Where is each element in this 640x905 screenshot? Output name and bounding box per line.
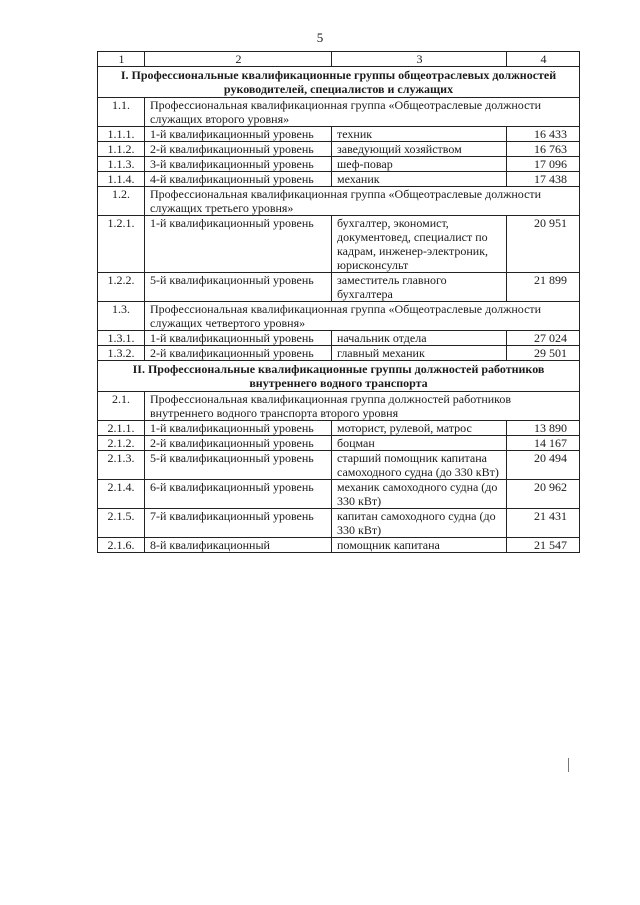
column-header: 1	[98, 52, 145, 67]
group-row	[98, 392, 580, 421]
table-row	[98, 157, 580, 172]
qualification-level: 1-й квалификационный уровень	[145, 127, 332, 142]
salary-value: 20 951	[507, 216, 580, 273]
qualification-level: 1-й квалификационный уровень	[145, 421, 332, 436]
qualification-level: 3-й квалификационный уровень	[145, 157, 332, 172]
section-heading: II. Профессиональные квалификационные группы должностей работников внутреннего водного транспорта	[98, 361, 580, 392]
row-number: 2.1.4.	[98, 480, 145, 509]
salary-value: 21 547	[507, 538, 580, 553]
table-row	[98, 509, 580, 538]
row-number: 1.1.1.	[98, 127, 145, 142]
group-title: Профессиональная квалификационная группа «Общеотраслевые должности служащих четвертого уровня»	[145, 302, 580, 331]
table-row	[98, 346, 580, 361]
salary-value: 13 890	[507, 421, 580, 436]
position-name: помощник капитана	[332, 538, 507, 553]
group-title: Профессиональная квалификационная группа «Общеотраслевые должности служащих второго уровня»	[145, 98, 580, 127]
salary-value: 16 763	[507, 142, 580, 157]
margin-mark	[568, 758, 569, 772]
column-header: 3	[332, 52, 507, 67]
table-row	[98, 436, 580, 451]
position-name: шеф-повар	[332, 157, 507, 172]
table-row	[98, 172, 580, 187]
salary-value: 21 899	[507, 273, 580, 302]
position-name: капитан самоходного судна (до 330 кВт)	[332, 509, 507, 538]
salary-value: 29 501	[507, 346, 580, 361]
row-number: 1.3.1.	[98, 331, 145, 346]
group-title: Профессиональная квалификационная группа «Общеотраслевые должности служащих третьего уровня»	[145, 187, 580, 216]
table-row	[98, 421, 580, 436]
position-name: заведующий хозяйством	[332, 142, 507, 157]
salary-value: 14 167	[507, 436, 580, 451]
qualification-level: 2-й квалификационный уровень	[145, 142, 332, 157]
table-row	[98, 451, 580, 480]
qualification-level: 2-й квалификационный уровень	[145, 436, 332, 451]
section-heading-row	[98, 67, 580, 98]
qualification-level: 7-й квалификационный уровень	[145, 509, 332, 538]
position-name: заместитель главного бухгалтера	[332, 273, 507, 302]
position-name: главный механик	[332, 346, 507, 361]
salary-value: 17 438	[507, 172, 580, 187]
position-name: начальник отдела	[332, 331, 507, 346]
qualification-level: 5-й квалификационный уровень	[145, 451, 332, 480]
section-heading-row	[98, 361, 580, 392]
table-header-row	[98, 52, 580, 67]
column-header: 2	[145, 52, 332, 67]
group-row	[98, 302, 580, 331]
row-number: 2.1.6.	[98, 538, 145, 553]
salary-value: 16 433	[507, 127, 580, 142]
row-number: 1.2.2.	[98, 273, 145, 302]
position-name: старший помощник капитана самоходного судна (до 330 кВт)	[332, 451, 507, 480]
table-row	[98, 538, 580, 553]
qualification-level: 1-й квалификационный уровень	[145, 331, 332, 346]
qualification-level: 6-й квалификационный уровень	[145, 480, 332, 509]
table-row	[98, 480, 580, 509]
row-number: 1.1.	[98, 98, 145, 127]
row-number: 1.1.4.	[98, 172, 145, 187]
table-row	[98, 216, 580, 273]
row-number: 2.1.2.	[98, 436, 145, 451]
page-number: 5	[316, 30, 324, 45]
salary-value: 27 024	[507, 331, 580, 346]
row-number: 2.1.3.	[98, 451, 145, 480]
position-name: бухгалтер, экономист, документовед, специалист по кадрам, инженер-электроник, юрисконсульт	[332, 216, 507, 273]
qualification-level: 5-й квалификационный уровень	[145, 273, 332, 302]
salary-value: 20 494	[507, 451, 580, 480]
qualification-level: 1-й квалификационный уровень	[145, 216, 332, 273]
table-row	[98, 273, 580, 302]
row-number: 1.2.	[98, 187, 145, 216]
position-name: механик	[332, 172, 507, 187]
group-title: Профессиональная квалификационная группа должностей работников внутреннего водного транспорта второго уровня	[145, 392, 580, 421]
group-row	[98, 187, 580, 216]
position-name: боцман	[332, 436, 507, 451]
qualification-level: 8-й квалификационный	[145, 538, 332, 553]
position-name: моторист, рулевой, матрос	[332, 421, 507, 436]
row-number: 1.1.3.	[98, 157, 145, 172]
position-name: механик самоходного судна (до 330 кВт)	[332, 480, 507, 509]
row-number: 2.1.1.	[98, 421, 145, 436]
group-row	[98, 98, 580, 127]
row-number: 1.3.2.	[98, 346, 145, 361]
row-number: 1.3.	[98, 302, 145, 331]
salary-table	[97, 51, 580, 553]
row-number: 1.2.1.	[98, 216, 145, 273]
row-number: 1.1.2.	[98, 142, 145, 157]
qualification-level: 2-й квалификационный уровень	[145, 346, 332, 361]
section-heading: I. Профессиональные квалификационные группы общеотраслевых должностей руководителей, специалистов и служащих	[98, 67, 580, 98]
position-name: техник	[332, 127, 507, 142]
table-row	[98, 331, 580, 346]
row-number: 2.1.	[98, 392, 145, 421]
row-number: 2.1.5.	[98, 509, 145, 538]
salary-value: 17 096	[507, 157, 580, 172]
qualification-level: 4-й квалификационный уровень	[145, 172, 332, 187]
table-row	[98, 127, 580, 142]
column-header: 4	[507, 52, 580, 67]
salary-value: 20 962	[507, 480, 580, 509]
salary-value: 21 431	[507, 509, 580, 538]
table-row	[98, 142, 580, 157]
